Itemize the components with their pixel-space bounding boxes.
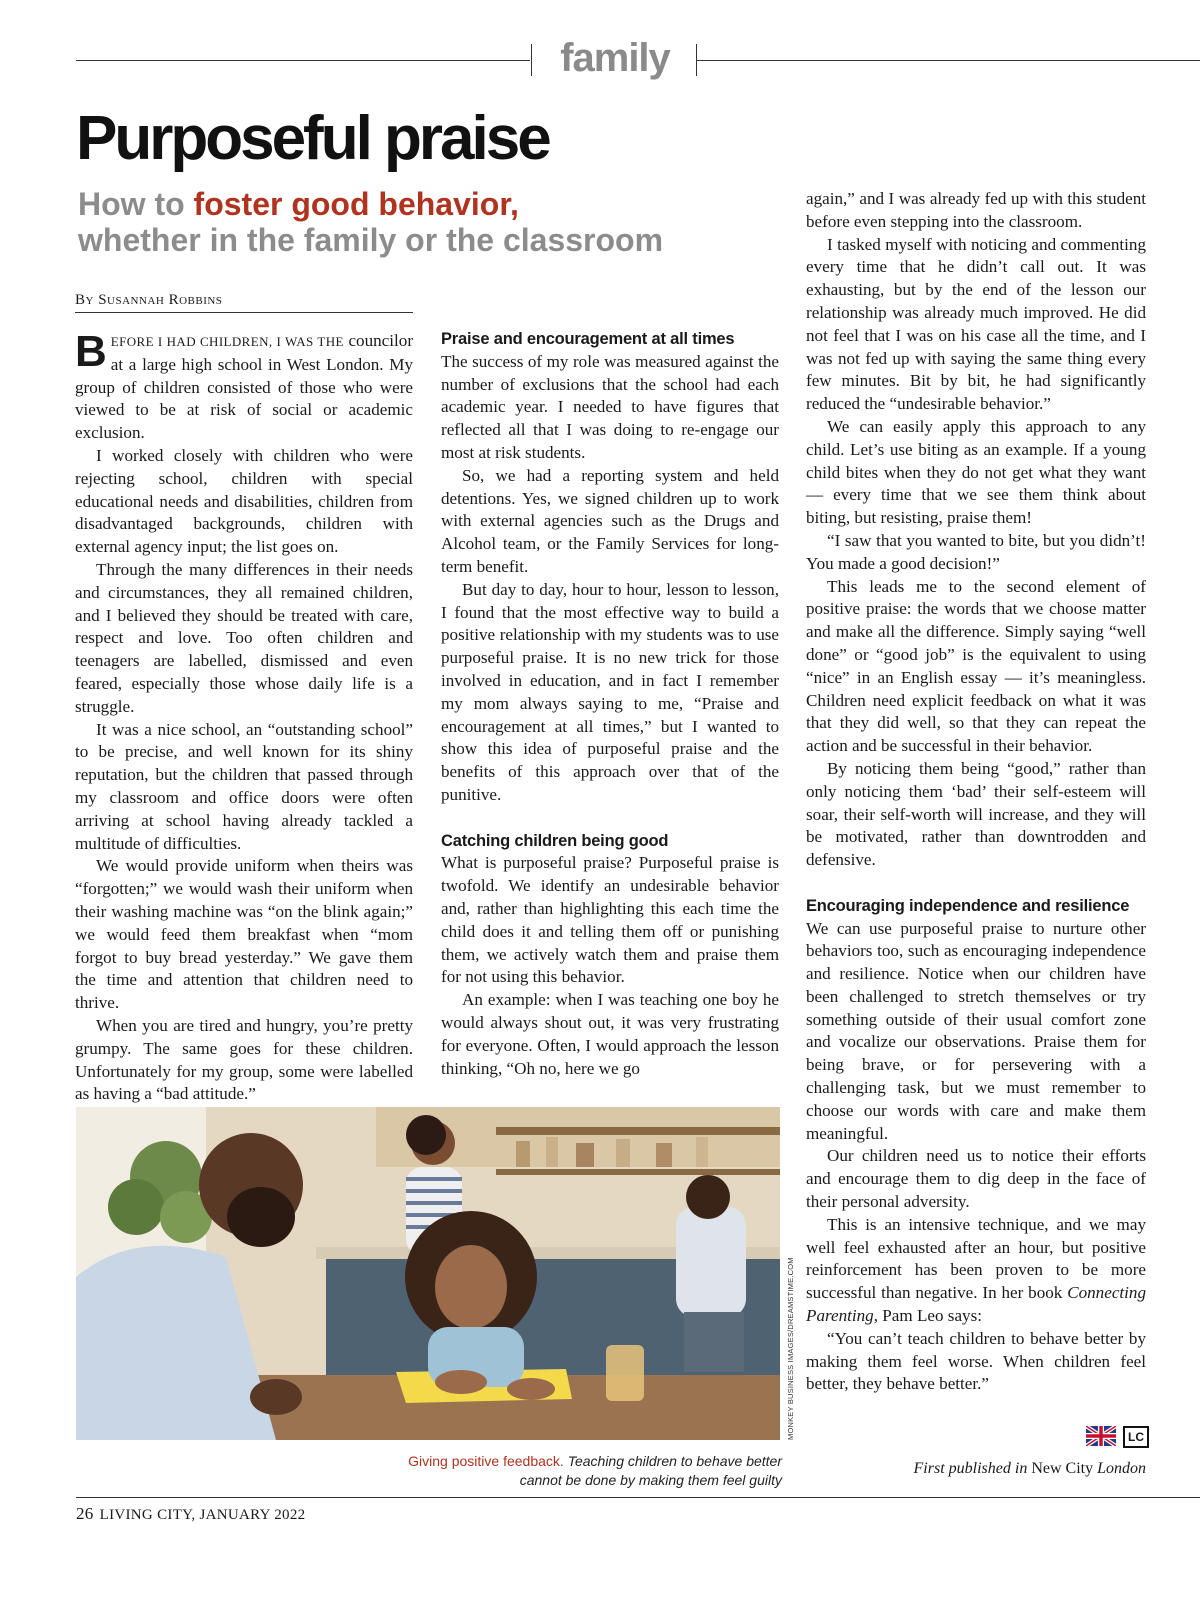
first-published-label: First published in xyxy=(913,1460,1032,1477)
column-1 xyxy=(75,327,414,1106)
spacer xyxy=(806,872,1146,895)
book-title: Connecting Parenting xyxy=(806,1283,1146,1326)
col3-paragraph-7: Our children need us to notice their efforts and encourage them to dig deep in the face of their personal adversity. xyxy=(806,1146,1146,1212)
subhead-independence: Encouraging independence and resilience xyxy=(806,896,1130,915)
col1-p1-text: councilor at a large high school in West London. My group of children consisted of those who were viewed to be at risk of social or academic exclusion. xyxy=(75,331,414,443)
header-rule-right xyxy=(696,60,1200,61)
col3-paragraph-6: We can use purposeful praise to nurture other behaviors too, such as encouraging independence and resilience. Notice when our children have been challenged to stretch themselves or try something outside of their usual comfort zone and vocalize our observations. Praise them for being brave, or for persevering with a challenging task, but we must remember to choose our words with care and make them meaningful. xyxy=(806,918,1146,1143)
lead-in-smallcaps: EFORE I HAD CHILDREN, I WAS THE xyxy=(110,334,344,349)
subtitle-part-2: whether in the family or the classroom xyxy=(78,222,664,258)
col3-p8-text-b: , Pam Leo says: xyxy=(873,1306,982,1326)
subhead-catching: Catching children being good xyxy=(441,831,669,850)
source-place: London xyxy=(1093,1460,1146,1477)
caption-text: Teaching children to behave better cannot be done by making them feel guilty xyxy=(519,1453,782,1488)
subhead-praise: Praise and encouragement at all times xyxy=(441,330,735,348)
col2-paragraph-4: What is purposeful praise? Purposeful praise is twofold. We identify an undesirable behavior and, rather than highlighting this each time the child does it and telling them off or punishing them, we actively watch them and praise them for not using this behavior. xyxy=(441,853,779,987)
col1-paragraph-6: When you are tired and hungry, you’re pretty grumpy. The same goes for these children. Unfortunately for my group, some were labelled as having a “bad attitude.” xyxy=(75,1015,413,1104)
drop-cap: B xyxy=(75,327,107,376)
col3-paragraph-1: I tasked myself with noticing and commenting every time that he didn’t call out. It was exhausting, but by the end of the lesson our relationship was already much improved. He did not feel that I was on his case all the time, and I was not fed up with saying the same thing every few minutes. Bit by bit, he had significantly reduced the “undesirable behavior.” xyxy=(806,234,1146,414)
col1-paragraph-3: Through the many differences in their needs and circumstances, they all remained children, and I believed they should be treated with care, respect and love. Too often children and teenagers are labelled, dismissed and even feared, especially those whose daily life is a struggle. xyxy=(75,559,413,716)
footer-folio xyxy=(76,1504,305,1524)
col2-paragraph-5: An example: when I was teaching one boy he would always shout out, it was very frustrating for everyone. Often, I would approach the lesson thinking, “Oh no, here we go xyxy=(441,990,779,1078)
spacer xyxy=(441,807,779,830)
col3-paragraph-5: By noticing them being “good,” rather than only noticing them ‘bad’ their self-esteem will soar, their self-worth will increase, and they will be motivated, rather than downtrodden and defensive. xyxy=(806,758,1146,870)
page-number: 26 xyxy=(76,1504,94,1523)
column-3 xyxy=(806,188,1146,1396)
col3-p8-text-a: This is an intensive technique, and we may well feel exhausted after an hour, but positive reinforcement has been proven to be more successful than negative. In her book xyxy=(806,1214,1146,1303)
subtitle-part-1: How to xyxy=(78,186,194,222)
article-photo xyxy=(76,1107,780,1440)
header-rule-left xyxy=(76,60,530,61)
caption-lead: Giving positive feedback. xyxy=(408,1453,564,1469)
col3-paragraph-0: again,” and I was already fed up with this student before even stepping into the classroom. xyxy=(806,189,1146,231)
photo-credit-text: MONKEY BUSINESS IMAGES/DREAMSTIME.COM xyxy=(786,1257,795,1440)
col3-paragraph-3: “I saw that you wanted to bite, but you didn’t! You made a good decision!” xyxy=(806,530,1146,573)
byline-author: Susannah Robbins xyxy=(98,292,223,308)
photo-illustration xyxy=(76,1107,780,1440)
col1-paragraph-4: It was a nice school, an “outstanding school” to be precise, and well known for its shiny reputation, but the children that passed through my classroom and office doors were often arriving at school having already tackled a multitude of difficulties. xyxy=(75,719,413,853)
footer-rule xyxy=(76,1497,1200,1498)
first-published-note xyxy=(806,1460,1146,1478)
col2-paragraph-1: The success of my role was measured against the number of exclusions that the school had each academic year. I needed to have figures that reflected all that I was doing to re-engage our most at risk students. xyxy=(441,351,779,462)
article-subtitle xyxy=(78,186,778,258)
col1-paragraph-2: I worked closely with children who were rejecting school, children with special educational needs and disabilities, children from disadvantaged backgrounds, children with external agency input; the list goes on. xyxy=(75,445,413,557)
byline-by: By xyxy=(75,292,94,308)
col1-paragraph-1 xyxy=(75,327,414,445)
col3-quote: “You can’t teach children to behave better by making them feel worse. When children feel better, they behave better.” xyxy=(806,1328,1146,1394)
col2-paragraph-3: But day to day, hour to hour, lesson to lesson, I found that the most effective way to build a positive relationship with my students was to use purposeful praise. It is no new trick for those involved in education, and in fact I remember my mom always saying to me, “Praise and encouragement at all times,” but I wanted to show this idea of purposeful praise and the benefits of this approach over that of the punitive. xyxy=(441,579,779,804)
photo-caption xyxy=(380,1452,782,1490)
source-publication: New City xyxy=(1031,1460,1094,1477)
col3-paragraph-8 xyxy=(806,1214,1146,1328)
section-label: family xyxy=(560,36,670,80)
col1-paragraph-5: We would provide uniform when theirs was “forgotten;” we would wash their uniform when their washing machine was “on the blink again;” we would feed them breakfast when “mom forgot to buy bread yesterday.” We gave them the time and attention that children need to thrive. xyxy=(75,856,413,1013)
column-2 xyxy=(441,328,779,1080)
byline xyxy=(75,292,413,313)
header-tick-left xyxy=(531,44,532,76)
publication-badge: LC xyxy=(1123,1426,1149,1448)
uk-flag-icon xyxy=(1086,1426,1116,1446)
col2-paragraph-2: So, we had a reporting system and held detentions. Yes, we signed children up to work with external agencies such as the Drugs and Alcohol team, or the Family Services for long-term benefit. xyxy=(441,465,779,576)
article-title: Purposeful praise xyxy=(76,104,549,173)
issue-line: LIVING CITY, JANUARY 2022 xyxy=(99,1507,306,1523)
col3-paragraph-2: We can easily apply this approach to any child. Let’s use biting as an example. If a young child bites when they do not get what they want — every time that we see them think about biting, but resisting, praise them! xyxy=(806,416,1146,528)
subtitle-highlight: foster good behavior, xyxy=(193,186,519,222)
photo-credit xyxy=(786,1257,800,1620)
col3-paragraph-4: This leads me to the second element of positive praise: the words that we choose matter and make all the difference. Simply saying “well done” or “good job” is the equivalent to using “nice” in an English essay — it’s meaningless. Children need explicit feedback on what it was that they did well, so that they can repeat the action and be successful in their behavior. xyxy=(806,576,1146,756)
